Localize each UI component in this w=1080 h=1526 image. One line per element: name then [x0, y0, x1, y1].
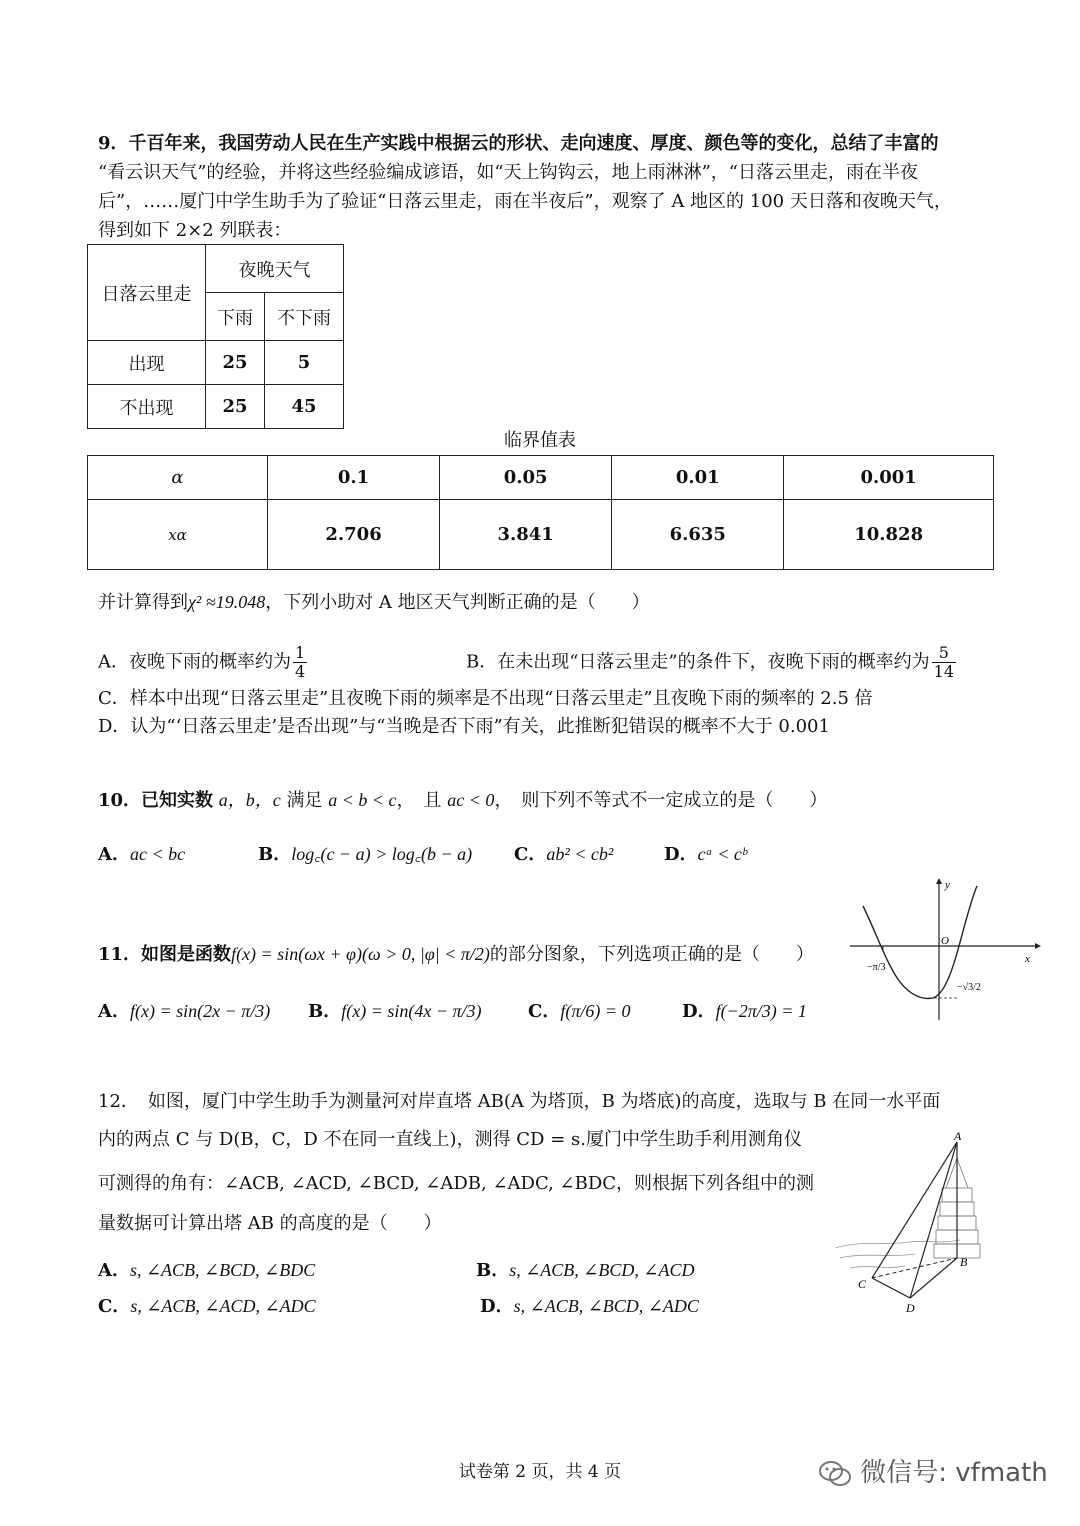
crit-alpha-value: 0.01	[612, 456, 784, 500]
q11-option-c	[528, 997, 630, 1026]
point-c-label: C	[858, 1277, 867, 1291]
q10-stem-part: 10．已知实数	[98, 790, 214, 811]
option-math: f(x) = sin(2x − π/3)	[129, 1001, 271, 1021]
graph-tick-x: −π/3	[867, 962, 886, 973]
q9-calc-prefix: 并计算得到	[98, 592, 188, 613]
q11-stem	[98, 940, 814, 969]
q12-stem-line3: 可测得的角有：∠ACB, ∠ACD, ∠BCD, ∠ADB, ∠ADC, ∠BDC，则根据下列各组中的测	[98, 1173, 815, 1194]
q9-option-a	[98, 644, 309, 681]
option-math: s, ∠ACB, ∠BCD, ∠BDC	[129, 1260, 316, 1280]
q9-option-b-text: B．在未出现“日落云里走”的条件下，夜晚下雨的概率约为	[466, 651, 930, 673]
table-row-label: 出现	[88, 341, 206, 385]
q10-condition: ac < 0	[447, 790, 495, 810]
q10-stem	[98, 786, 827, 815]
option-label: D．	[664, 844, 698, 865]
option-math: ac < bc	[129, 844, 186, 864]
q10-option-b	[258, 840, 472, 869]
q10-option-c	[514, 840, 613, 869]
watermark	[818, 1456, 1048, 1490]
table-col-rain: 下雨	[206, 293, 265, 341]
option-math: log꜀(c − a) > log꜀(b − a)	[291, 844, 473, 864]
q9-stem-line2: “看云识天气”的经验，并将这些经验编成谚语，如“天上钩钩云，地上雨淋淋”，“日落云里走，雨在半夜	[98, 162, 919, 183]
q11-function: f(x) = sin(ωx + φ)	[231, 944, 362, 964]
watermark-text: 微信号: vfmath	[860, 1458, 1048, 1488]
table-col-norain: 不下雨	[265, 293, 344, 341]
option-label: A．	[98, 844, 130, 865]
q9-calc-line	[98, 588, 650, 617]
table-cell: 45	[265, 385, 344, 429]
crit-alpha-value: 0.001	[784, 456, 994, 500]
option-label: D．	[480, 1296, 514, 1317]
q11-stem-part: 11．如图是函数	[98, 944, 232, 965]
q9-option-b-fraction	[932, 644, 956, 681]
q12-option-c	[98, 1292, 316, 1321]
q9-option-a-fraction	[293, 644, 307, 681]
crit-x-label: xα	[88, 500, 268, 570]
q12-tower-figure	[830, 1128, 990, 1318]
option-math: f(x) = sin(4x − π/3)	[341, 1001, 482, 1021]
line-ac	[872, 1142, 957, 1278]
option-label: D．	[682, 1001, 716, 1022]
table-row-label: 不出现	[88, 385, 206, 429]
q12-stem-line1: 12． 如图，厦门中学生助手为测量河对岸直塔 AB(A 为塔顶，B 为塔底)的高度，选取与 B 在同一水平面	[98, 1091, 941, 1112]
q11-condition: (ω > 0, |φ| < π/2)	[361, 944, 490, 964]
page-footer: 试卷第 2 页，共 4 页	[458, 1462, 622, 1482]
graph-y-label: y	[945, 879, 950, 891]
critical-value-table	[87, 455, 994, 570]
fraction-denominator: 4	[295, 662, 306, 681]
line-ad	[910, 1142, 957, 1298]
q9-stem-line1: 9．千百年来，我国劳动人民在生产实践中根据云的形状、走向速度、厚度、颜色等的变化，总结了丰富的	[98, 133, 939, 154]
q10-vars: a，b，c	[218, 790, 281, 810]
graph-x-label: x	[1025, 953, 1030, 965]
q9-stem-line4: 得到如下 2×2 列联表：	[98, 220, 292, 241]
crit-alpha-value: 0.05	[440, 456, 612, 500]
graph-origin: O	[941, 935, 949, 947]
q11-option-b	[308, 997, 482, 1026]
option-label: B．	[308, 1001, 342, 1022]
crit-x-value: 2.706	[268, 500, 440, 570]
option-label: C．	[98, 1296, 131, 1317]
contingency-table	[87, 244, 344, 429]
fraction-denominator: 14	[933, 662, 954, 681]
q12-stem-line2: 内的两点 C 与 D(B，C，D 不在同一直线上)，测得 CD = s.厦门中学生助手利用测角仪	[98, 1129, 802, 1150]
line-cb	[872, 1258, 957, 1278]
line-cd	[872, 1278, 910, 1298]
option-label: C．	[514, 844, 547, 865]
crit-x-value: 10.828	[784, 500, 994, 570]
x-axis-arrow	[1035, 943, 1041, 949]
option-math: s, ∠ACB, ∠ACD, ∠ADC	[130, 1296, 316, 1316]
q12-option-b	[476, 1256, 694, 1285]
q11-sine-graph	[845, 870, 1045, 1030]
q9-chi-square: χ² ≈19.048	[188, 592, 266, 612]
option-label: B．	[476, 1260, 510, 1281]
q9-option-c: C．样本中出现“日落云里走”且夜晚下雨的频率是不出现“日落云里走”且夜晚下雨的频率的 2.5 倍	[98, 688, 873, 709]
q11-option-d	[682, 997, 807, 1026]
q10-condition: a < b < c	[328, 790, 397, 810]
crit-x-value: 3.841	[440, 500, 612, 570]
point-d-label: D	[906, 1301, 915, 1315]
q11-option-a	[98, 997, 270, 1026]
q9-calc-suffix: ，下列小助对 A 地区天气判断正确的是（ ）	[265, 592, 650, 613]
q10-option-a	[98, 840, 185, 869]
table-cell: 25	[206, 385, 265, 429]
q10-stem-part: 满足	[286, 790, 323, 811]
q9-option-d: D．认为“‘日落云里走’是否出现”与“当晚是否下雨”有关，此推断犯错误的概率不大于 0.001	[98, 716, 830, 737]
q10-stem-part: ， 则下列不等式不一定成立的是（ ）	[494, 790, 828, 811]
table-cell: 25	[206, 341, 265, 385]
option-label: A．	[98, 1260, 130, 1281]
crit-alpha-value: 0.1	[268, 456, 440, 500]
y-axis-arrow	[936, 878, 942, 884]
fraction-numerator: 1	[295, 643, 306, 662]
option-math: s, ∠ACB, ∠BCD, ∠ADC	[513, 1296, 699, 1316]
q11-stem-part: 的部分图象，下列选项正确的是（ ）	[489, 944, 814, 965]
point-b-label: B	[960, 1255, 968, 1269]
option-math: cᵃ < cᵇ	[697, 844, 747, 864]
option-math: f(−2π/3) = 1	[715, 1001, 807, 1021]
option-math: s, ∠ACB, ∠BCD, ∠ACD	[509, 1260, 695, 1280]
table-cell: 5	[265, 341, 344, 385]
point-a-label: A	[954, 1129, 962, 1143]
table-row-header: 日落云里走	[88, 245, 206, 341]
q9-option-a-text: A．夜晚下雨的概率约为	[98, 651, 291, 673]
critical-table-title: 临界值表	[504, 430, 576, 451]
option-math: f(π/6) = 0	[560, 1001, 631, 1021]
q10-stem-part: ， 且	[396, 790, 442, 811]
q12-option-d	[480, 1292, 699, 1321]
q10-option-d	[664, 840, 747, 869]
table-col-group: 夜晚天气	[206, 245, 344, 293]
option-label: C．	[528, 1001, 561, 1022]
graph-tick-y: −√3/2	[957, 982, 981, 993]
q12-stem-line4: 量数据可计算出塔 AB 的高度的是（ ）	[98, 1213, 442, 1234]
wechat-icon	[818, 1460, 852, 1488]
fraction-numerator: 5	[932, 644, 956, 663]
q9-option-b	[466, 644, 958, 681]
option-math: ab² < cb²	[546, 844, 614, 864]
option-label: A．	[98, 1001, 130, 1022]
crit-alpha-label: α	[88, 456, 268, 500]
crit-x-value: 6.635	[612, 500, 784, 570]
option-label: B．	[258, 844, 292, 865]
q9-stem-line3: 后”，……厦门中学生助手为了验证“日落云里走，雨在半夜后”，观察了 A 地区的 100 天日落和夜晚天气，	[98, 191, 952, 212]
q12-option-a	[98, 1256, 315, 1285]
